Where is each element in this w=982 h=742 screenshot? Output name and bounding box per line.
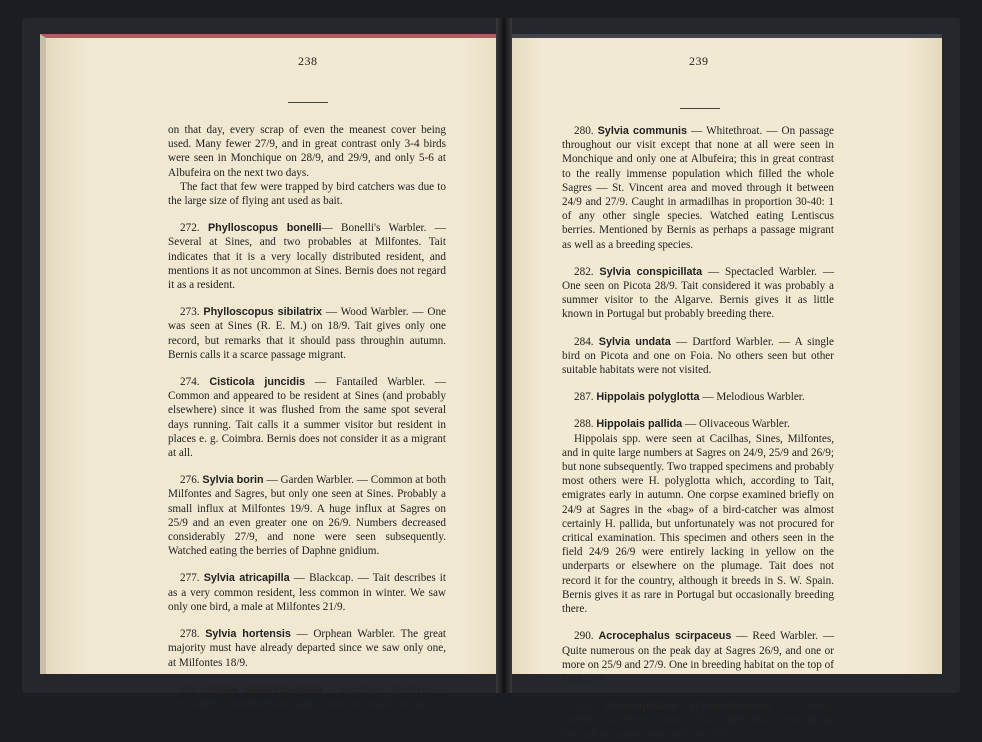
species-name: Hippolais polyglotta	[596, 391, 700, 404]
entry-text: — Fantailed Warbler. — Common and appeared to be resident at Sines (and probably elsewhere) since it was flushed from the same spot several days running. Tait calls it a summer visitor but resident in places e. g. Coimbra. Bernis does not consider it as a migrant at all.	[168, 376, 446, 460]
entry-text: — Olivaceous Warbler.	[684, 418, 790, 431]
entry-text: — Blackcap. — Tait describes it as a very common resident, less common in winter. We saw only one bird, a male at Milfontes 21/9.	[168, 572, 447, 613]
paragraph	[168, 180, 446, 208]
species-name: Sylvia melanocephala	[206, 683, 323, 696]
entry-text: — Wood Warbler. — One was seen at Sines (R. E. M.) on 18/9. Tait gives only one record, but remarks that it should pass throughin autumn. Bernis calls it a scarce passage migrant.	[168, 306, 447, 361]
entry-number: 272.	[180, 222, 200, 235]
entry-text: — Sedge Warbler. — Several, mostly first-winter birds seen during the rush at Sagres, especially on 26/9.	[562, 700, 835, 741]
entry-text: — Bonelli's Warbler. — Several at Sines, and two probables at Milfontes. Tait indicates that it is a very locally distributed resident, and mentions it as not uncommon at Sines. Bernis does not regard it as a resident.	[168, 222, 446, 292]
species-entry	[168, 571, 446, 614]
species-name: Acrocephalus schoenobaenus	[605, 700, 772, 713]
species-name: Sylvia undata	[598, 335, 671, 348]
entry-number: 280.	[574, 125, 594, 137]
entry-text: — Whitethroat. — On passage throughout our visit except that none at all were seen in Monchique and only one at Albufeira; this in great contrast to the really immense population which filled the whole Sagres — St. Vincent area and moved through it between 24/9 and 27/9. Caught in armadilhas in proportion 30-40: 1 of any other single species. Watched eating Lentiscus berries. Mentioned by Bernis as perhaps a passage migrant as well as a breeding species.	[562, 125, 835, 251]
entry-number: 284.	[574, 335, 594, 348]
right-page-number: 239	[689, 54, 709, 68]
species-entry	[562, 265, 834, 322]
entry-text: — Garden Warbler. — Common at both Milfontes and Sagres, but only one seen at Sines. Probably a small influx at Milfontes 19/9. A huge influx at Sagres on 25/9 and an even greater one on 26/9. Numbers decreased considerably 27/9, and none were seen subsequently. Watched eating the berries of Daphne gnidium.	[168, 474, 447, 558]
right-page-number-rule	[680, 108, 720, 109]
entry-number: 274.	[180, 376, 200, 389]
entry-number: 277.	[180, 572, 200, 585]
entry-number: 279.	[180, 683, 200, 696]
entry-number: 290.	[574, 630, 594, 643]
species-name: Acrocephalus scirpaceus	[598, 630, 732, 643]
species-name: Sylvia borin	[202, 474, 264, 487]
entry-text: — Sardinian Warbler. — Very widely distributed and quite common, usually in pairs.	[168, 683, 446, 710]
left-page-text	[168, 123, 446, 711]
species-name: Hippolais pallida	[596, 418, 683, 431]
left-page-number: 238	[298, 54, 318, 68]
species-entry	[168, 375, 446, 460]
entry-text: — Reed Warbler. — Quite numerous on the peak day at Sagres 26/9, and one or more on 25/9 and 27/9. One in breeding habitat on the top of Foia 29/9.	[562, 630, 835, 685]
species-entry	[168, 627, 446, 670]
entry-number: 273.	[180, 306, 200, 319]
left-page-number-rule	[288, 102, 328, 103]
paragraph-text: Hippolais spp. were seen at Cacilhas, Sines, Milfontes, and in quite large numbers at Sagres on 24/9, 25/9 and 26/9; but none subsequently. Two trapped specimens and probably most others were H. polyglotta which, according to Tait, emigrates early in autumn. One corpse examined briefly on 24/9 at Sagres in the «bag» of a bird-catcher was almost certainly H. pallida, but unfortunately was not procured for critical examination. This specimen and others seen in the field 24/9 26/9 were entirely lacking in yellow on the underparts or elsewhere on the plumage. Tait does not record it for the country, although it breeds in S. W. Spain. Bernis gives it as rare in Portugal but occasionally breeding there.	[562, 432, 834, 616]
right-page-text	[562, 124, 834, 742]
species-name: Phylloscopus sibilatrix	[203, 306, 322, 319]
species-entry	[562, 629, 834, 686]
entry-number: 276.	[180, 474, 200, 487]
species-name: Sylvia hortensis	[205, 628, 291, 641]
species-name: Sylvia atricapilla	[203, 572, 290, 585]
paragraph-text: on that day, every scrap of even the meanest cover being used. Many fewer 27/9, and in great contrast only 3-4 birds were seen in Monchique on 28/9, and 29/9, and only 5-6 at Albufeira on the next two days.	[168, 124, 446, 179]
entry-text: — Melodious Warbler.	[702, 391, 805, 404]
species-name: Cisticola juncidis	[209, 376, 306, 389]
entry-text: — Dartford Warbler. — A single bird on Picota and one on Foia. No others seen but other suitable habitats were not visited.	[562, 335, 835, 377]
species-name: Sylvia communis	[597, 125, 688, 137]
species-name: Phylloscopus bonelli	[207, 222, 322, 235]
entry-number: 282.	[574, 265, 594, 278]
entry-text: — Spectacled Warbler. — One seen on Picota 28/9. Tait considered it was probably a summer visitor to the Algarve. Bernis gives it as little known in Portugal but probably breeding there.	[562, 265, 835, 321]
species-entry	[168, 221, 446, 292]
species-entry	[562, 390, 834, 404]
paragraph-text: The fact that few were trapped by bird catchers was due to the large size of flying ant used as bait.	[168, 180, 446, 208]
species-entry	[562, 335, 834, 378]
entry-number: 288.	[574, 418, 594, 431]
entry-number: 287.	[574, 391, 594, 404]
book-spine	[496, 18, 512, 693]
entry-number: 292.	[574, 700, 594, 713]
species-entry	[562, 417, 834, 431]
paragraph	[168, 123, 446, 180]
entry-number: 278.	[180, 628, 200, 641]
species-entry	[562, 699, 834, 742]
species-entry	[168, 683, 446, 711]
species-entry	[562, 124, 834, 252]
species-entry	[168, 305, 446, 362]
species-name: Sylvia conspicillata	[599, 265, 703, 278]
paragraph	[562, 432, 834, 617]
entry-text: — Orphean Warbler. The great majority must have already departed since we saw only one, at Milfontes 18/9.	[168, 628, 447, 669]
species-entry	[168, 473, 446, 558]
